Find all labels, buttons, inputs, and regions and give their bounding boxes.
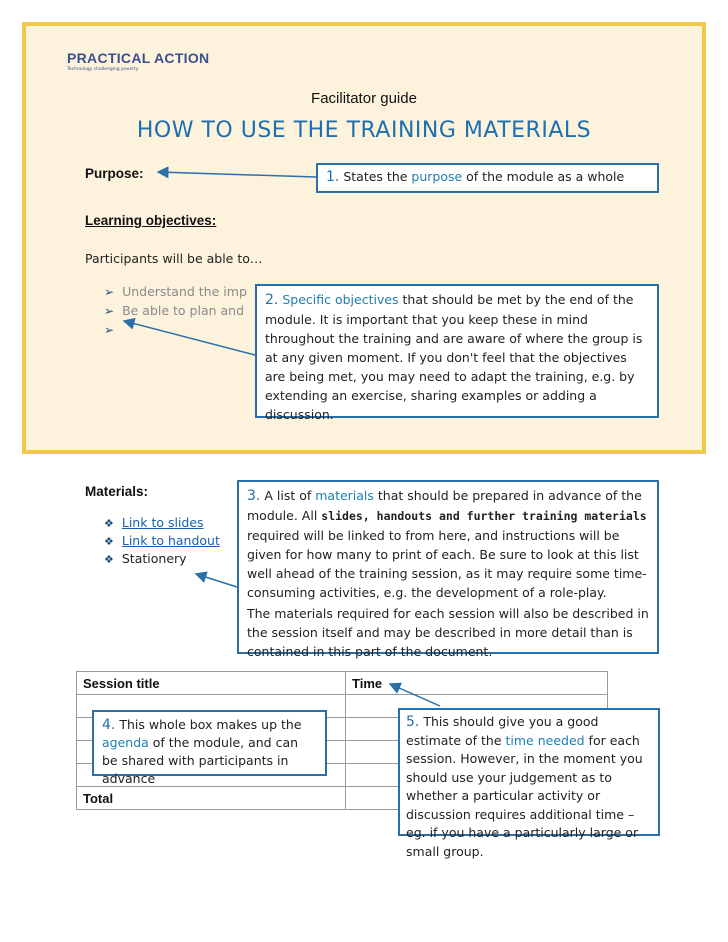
- arrow-bullet-icon: ➢: [104, 304, 115, 318]
- purpose-label: Purpose:: [85, 166, 144, 181]
- callout-purpose: 1. States the purpose of the module as a whole: [316, 163, 659, 193]
- arrow-to-materials: [196, 574, 237, 587]
- callout-objectives: 2. Specific objectives that should be met by the end of the module. It is important that you keep these in mind throughout the training and are aware of where the group is at any given moment. If you don't feel that the objectives are being met, you may need to adapt the training, e.g. by extending an exercise, sharing examples or adding a discussion.: [255, 284, 659, 418]
- header-session-title: Session title: [77, 672, 346, 695]
- callout-materials: 3. A list of materials that should be prepared in advance of the module. All slides, handouts and further training materials required will be linked to from here, and instructions will be given for how many to print of each. Be sure to look at this list well ahead of the training session, as it may require some time-consuming activities, e.g. the development of a role-play. The materials required for each session will also be described in the session itself and may be described in more detail than is contained in this part of the document.: [237, 480, 659, 654]
- arrow-bullet-icon: ➢: [104, 323, 115, 337]
- learning-intro: Participants will be able to…: [85, 251, 263, 266]
- arrow-to-time: [390, 684, 440, 706]
- materials-item-handout[interactable]: ❖ Link to handout: [104, 533, 220, 548]
- logo-tagline: Technology challenging poverty: [67, 67, 139, 72]
- materials-item-slides[interactable]: ❖ Link to slides: [104, 515, 204, 530]
- arrow-to-purpose: [158, 172, 316, 177]
- page-title: HOW TO USE THE TRAINING MATERIALS: [136, 118, 592, 143]
- callout-agenda: 4. This whole box makes up the agenda of the module, and can be shared with participants in advance: [92, 710, 327, 776]
- callout-materials-para2: The materials required for each session will also be described in the session itself and may be described in more detail than is contained in this part of the document.: [247, 606, 649, 659]
- page-subtitle: Facilitator guide: [311, 90, 417, 107]
- objective-item: ➢ Be able to plan and: [104, 303, 245, 318]
- materials-item-stationery: ❖ Stationery: [104, 551, 187, 566]
- logo-name: PRACTICAL ACTION: [67, 50, 210, 66]
- total-label: Total: [77, 787, 346, 810]
- diamond-bullet-icon: ❖: [104, 535, 114, 548]
- diamond-bullet-icon: ❖: [104, 517, 114, 530]
- materials-label: Materials:: [85, 484, 149, 499]
- objective-item: ➢ Understand the imp: [104, 284, 247, 299]
- arrow-bullet-icon: ➢: [104, 285, 115, 299]
- diamond-bullet-icon: ❖: [104, 553, 114, 566]
- arrow-to-objectives: [124, 321, 255, 355]
- learning-objectives-label: Learning objectives:: [85, 213, 217, 228]
- header-time: Time: [346, 672, 608, 695]
- callout-time: 5. This should give you a good estimate of the time needed for each session. However, in the moment you should use your judgement as to whether a particular activity or discussion requires additional time – eg. if you have a particularly large or small group.: [398, 708, 660, 836]
